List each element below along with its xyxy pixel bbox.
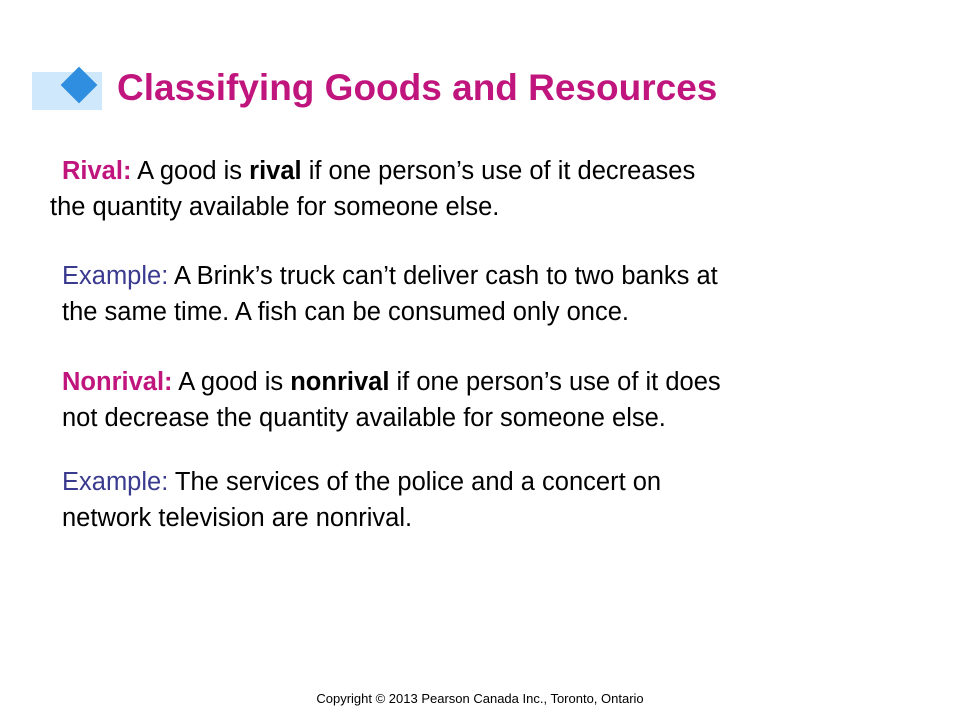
nonrival-text-pre: A good is — [178, 368, 291, 396]
nonrival-example — [62, 464, 922, 536]
nonrival-example-line-2: network television are nonrival. — [62, 504, 413, 532]
nonrival-example-line-1 — [62, 464, 922, 500]
rival-definition — [50, 153, 910, 225]
nonrival-term: Nonrival: — [62, 368, 173, 396]
nonrival-text-post: if one person’s use of it does — [389, 368, 721, 396]
slide-title: Classifying Goods and Resources — [117, 67, 718, 108]
rival-example — [62, 258, 922, 330]
rival-definition-line-1 — [50, 153, 910, 189]
rival-example-text: A Brink’s truck can’t deliver cash to two banks at — [173, 262, 718, 290]
rival-example-line-1 — [62, 258, 922, 294]
nonrival-example-term: Example: — [62, 468, 169, 496]
nonrival-definition-line-2: not decrease the quantity available for someone else. — [62, 404, 666, 432]
rival-bold-word: rival — [249, 157, 302, 185]
nonrival-definition — [62, 364, 922, 436]
copyright-notice: Copyright © 2013 Pearson Canada Inc., Toronto, Ontario — [316, 691, 644, 706]
nonrival-definition-line-1 — [62, 364, 922, 400]
rival-example-term: Example: — [62, 262, 169, 290]
rival-term: Rival: — [62, 157, 132, 185]
rival-definition-line-2: the quantity available for someone else. — [50, 193, 500, 221]
rival-text-post: if one person’s use of it decreases — [301, 157, 696, 185]
rival-text-pre: A good is — [137, 157, 250, 185]
nonrival-example-text: The services of the police and a concert on — [174, 468, 662, 496]
rival-example-line-2: the same time. A fish can be consumed only once. — [62, 298, 629, 326]
nonrival-bold-word: nonrival — [290, 368, 390, 396]
